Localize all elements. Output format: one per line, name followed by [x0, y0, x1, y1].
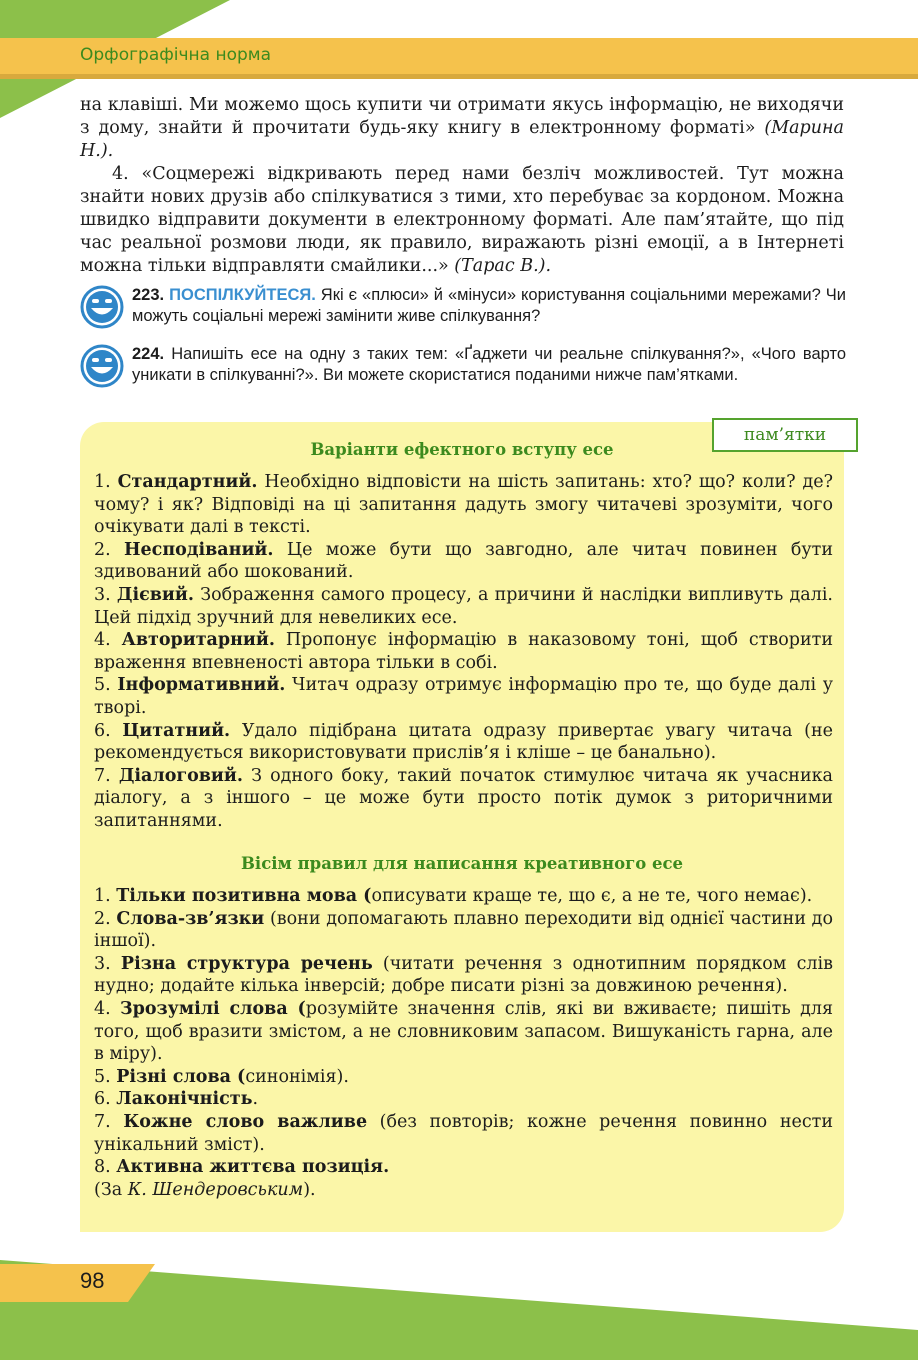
- list-item: [94, 998, 833, 1066]
- item-term: Несподіваний.: [124, 539, 274, 560]
- page-number-tab: [0, 1264, 155, 1302]
- item-term: Тільки позитивна мова (: [116, 886, 372, 906]
- item-number: 7.: [94, 1111, 124, 1132]
- memo-section-title: Вісім правил для написання креативного есе: [240, 854, 684, 873]
- list-item: [94, 471, 833, 539]
- item-number: 7.: [94, 765, 119, 786]
- essay-rules-list: [94, 885, 833, 1201]
- task-224: [80, 344, 846, 394]
- item-term: Зрозумілі слова (: [119, 998, 306, 1019]
- intro-variants-list: [94, 471, 833, 833]
- page-number: 98: [80, 1268, 105, 1293]
- source-suffix: ).: [303, 1179, 316, 1200]
- item-text: (вони допомагають плавно переходити від однієї частини до іншої).: [94, 908, 833, 952]
- task-keyword: ПОСПІЛКУЙТЕСЯ.: [169, 286, 316, 304]
- source-citation: [94, 1179, 833, 1202]
- list-item: [94, 584, 833, 629]
- item-term: Різна структура речень: [120, 953, 373, 974]
- list-item: [94, 720, 833, 765]
- task-body: Напишіть есе на одну з таких тем: «Ґаджети чи реальне спілкування?», «Чого варто уникати в спілкуванні?». Ви можете скористатися поданими нижче пам’ятками.: [132, 345, 846, 384]
- item-text: Читач одразу отримує інформацію про те, що буде далі у творі.: [94, 675, 833, 718]
- item-number: 8.: [94, 1157, 117, 1178]
- item-number: 3.: [94, 584, 117, 605]
- item-text: З одного боку, такий початок стимулює читача як учасника діалогу, а з іншого – це може бути просто потік думок з риторичними запитаннями.: [94, 765, 833, 831]
- paragraph-text: 4. «Соцмережі відкривають перед нами безліч можливостей. Тут можна знайти нових друзів або спілкуватися з тими, хто перебуває за кордоном. Можна швидко відправити документи в електронному форматі. Але пам’ятайте, що під час реальної розмови люди, як правило, виражають різні емоції, а в Інтернеті можна тільки відправляти смайлики...»: [80, 164, 844, 276]
- item-text: Удало підібрана цитата одразу привертає увагу читача (не рекомендується використовувати прислів’я і кліше – це банально).: [94, 720, 833, 764]
- source-author: К. Шендеровським: [127, 1179, 304, 1200]
- item-text: Це може бути що завгодно, але читач повинен бути здивований або шокований.: [94, 539, 833, 583]
- item-term: Кожне слово важливе: [123, 1111, 368, 1132]
- item-text: розумійте значення слів, які ви вживаєте; пишіть для того, щоб вразити змістом, а не словниковим запасом. Вишуканість гарна, але в міру).: [94, 998, 834, 1065]
- item-term: Слова-зв’язки: [116, 908, 265, 929]
- list-item: [94, 1156, 833, 1179]
- discussion-smiley-icon: [80, 285, 124, 329]
- item-term: Авторитарний.: [121, 630, 275, 651]
- item-number: 6.: [94, 720, 123, 741]
- corner-decoration-lower: [0, 79, 75, 117]
- list-item: [94, 674, 833, 719]
- task-number: 224.: [132, 345, 165, 363]
- task-number: 223.: [132, 286, 165, 304]
- paragraph-author: (Тарас В.).: [454, 256, 552, 276]
- memo-section-title: Варіанти ефектного вступу есе: [310, 440, 614, 459]
- task-223: [80, 285, 846, 335]
- item-number: 2.: [94, 908, 117, 929]
- list-item: [94, 953, 833, 998]
- intro-paragraph-1: [80, 94, 844, 163]
- list-item: [94, 1111, 833, 1156]
- item-number: 4.: [94, 630, 122, 651]
- item-term: Діалоговий.: [118, 765, 243, 786]
- item-text: Необхідно відповісти на шість запитань: хто? що? коли? де? чому? і як? Відповіді на ці запитання дадуть змогу читачеві зрозуміти, чого очікувати далі в тексті.: [94, 472, 833, 538]
- item-text: синонімія).: [245, 1066, 349, 1087]
- item-number: 5.: [94, 675, 118, 696]
- list-item: [94, 885, 833, 908]
- memo-label: пам’ятки: [712, 418, 858, 452]
- intro-text: [80, 94, 844, 278]
- list-item: [94, 629, 833, 674]
- item-number: 1.: [94, 886, 117, 906]
- source-prefix: (За: [94, 1179, 128, 1200]
- task-body: Які є «плюси» й «мінуси» користування соціальними мережами? Чи можуть соціальні мережі замінити живе спілкування?: [132, 286, 846, 325]
- paragraph-author: (Марина Н.).: [80, 118, 844, 161]
- item-term: Активна життєва позиція.: [116, 1157, 390, 1178]
- list-item: [94, 539, 833, 584]
- task-text: [132, 344, 846, 386]
- item-term: Дієвий.: [116, 584, 194, 605]
- item-text: Пропонує інформацію в наказовому тоні, щоб створити враження впевненості автора тільки в собі.: [94, 630, 833, 673]
- item-text: Зображення самого процесу, а причини й наслідки випливуть далі. Цей підхід зручний для невеликих есе.: [94, 584, 833, 628]
- footer-decoration: [0, 1240, 918, 1360]
- item-number: 2.: [94, 539, 125, 560]
- item-number: 4.: [94, 998, 120, 1019]
- item-term: Лаконічність: [116, 1089, 253, 1110]
- item-term: Стандартний.: [117, 472, 258, 492]
- discussion-smiley-icon: [80, 344, 124, 388]
- item-text: (читати речення з однотипним порядком слів нудно; додайте кілька інверсій; добре писати різні за довжиною речення).: [94, 953, 833, 997]
- list-item: [94, 765, 833, 833]
- list-item: [94, 1088, 833, 1111]
- item-number: 6.: [94, 1089, 117, 1110]
- intro-paragraph-2: [80, 163, 844, 278]
- item-number: 5.: [94, 1066, 117, 1087]
- section-title: Орфографічна норма: [80, 45, 272, 65]
- list-item: [94, 908, 833, 953]
- item-number: 1.: [94, 472, 118, 492]
- item-term: Цитатний.: [122, 720, 231, 741]
- item-text: (без повторів; кожне речення повинно нести унікальний зміст).: [94, 1111, 833, 1155]
- header-band-shadow: [0, 74, 918, 79]
- item-number: 3.: [94, 953, 121, 974]
- item-term: Різні слова (: [116, 1066, 246, 1087]
- item-term: Інформативний.: [117, 675, 286, 696]
- paragraph-text: на клавіші. Ми можемо щось купити чи отримати якусь інформацію, не виходячи з дому, знайти й прочитати будь-яку книгу в електронному форматі»: [80, 95, 844, 138]
- task-text: [132, 285, 846, 327]
- list-item: [94, 1066, 833, 1089]
- item-text: описувати краще те, що є, а не те, чого немає).: [371, 886, 813, 906]
- item-text: .: [252, 1089, 259, 1110]
